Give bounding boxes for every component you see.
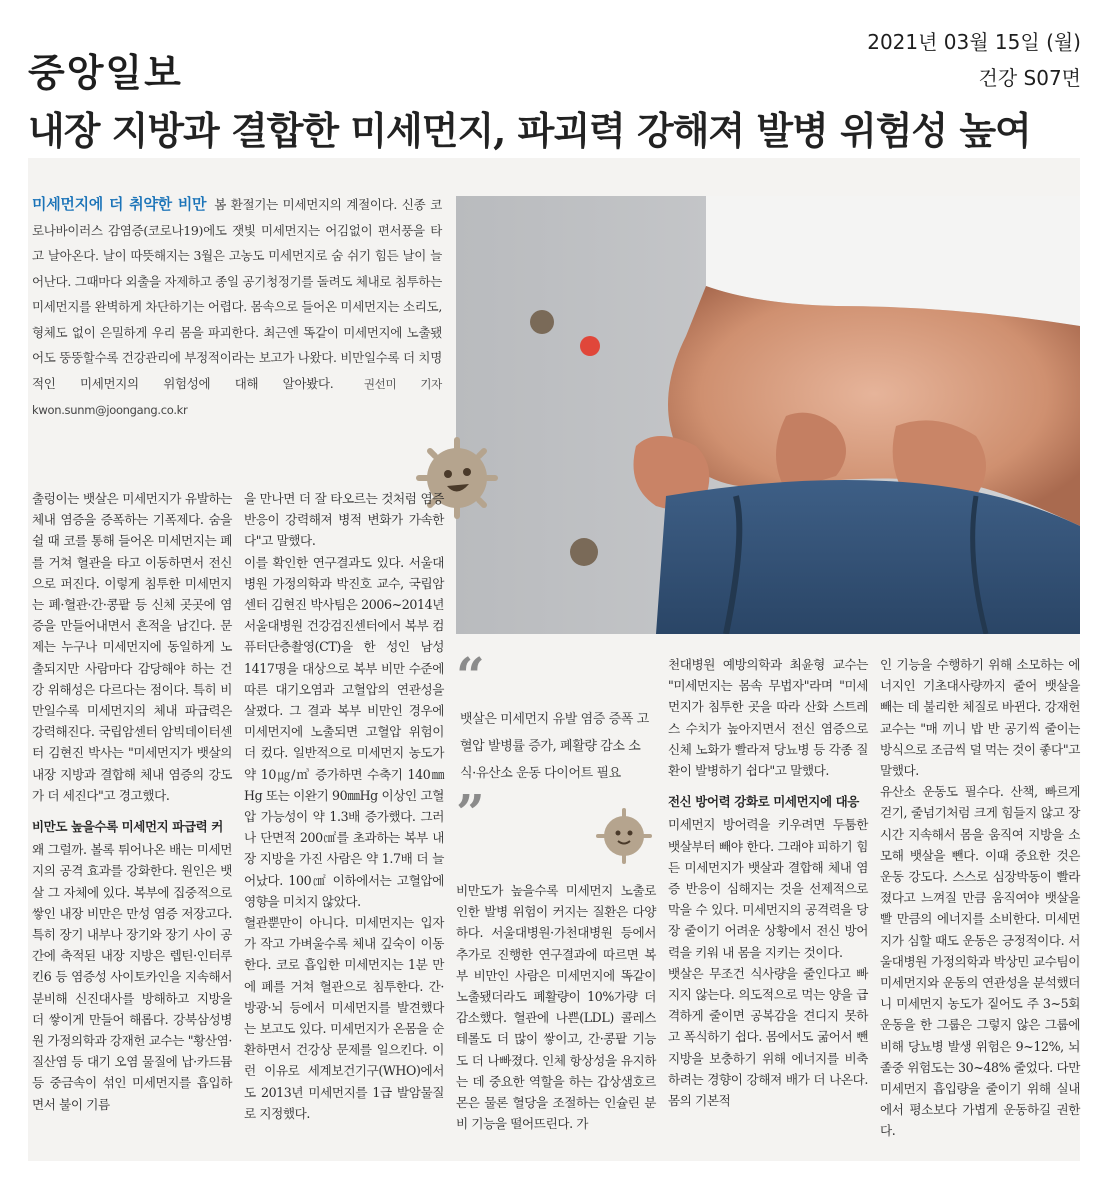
- column-1: [32, 488, 232, 1115]
- col4-paragraph-1: 천대병원 예방의학과 최윤형 교수는 "미세먼지는 몸속 무법자"라며 "미세먼지가 침투한 곳을 따라 산화 스트레스 수치가 높아지면서 전신 염증으로 신체 노화가 빨라져 당뇨병 등 각종 질환이 발병하기 쉽다"고 말했다.: [668, 657, 868, 779]
- col4-paragraph-3: 뱃살은 무조건 식사량을 줄인다고 빠지지 않는다. 의도적으로 먹는 양을 급격하게 줄이면 공복감을 견디지 못하고 폭식하기 쉽다. 몸에서도 굶어서 뺀 지방을 보충하기 위해 에너지를 비축하려는 경향이 강해져 배가 더 나온다. 몸의 기본적: [668, 965, 868, 1109]
- col5-paragraph-2: 유산소 운동도 필수다. 산책, 빠르게 걷기, 줄넘기처럼 크게 힘들지 않고 장시간 지속해서 몸을 움직여 지방을 소모해 뱃살을 뺀다. 이때 중요한 것은 운동 강도다. 스스로 심장박동이 빨라졌다고 느껴질 만큼 움직여야 뱃살을 빨 만큼의 에너지를 소비한다. 미세먼지가 심할 때도 운동은 긍정적이다. 서울대병원 가정의학과 박상민 교수팀이 미세먼지와 운동의 연관성을 분석했더니 미세먼지 농도가 짙어도 주 3~5회 운동을 한 그룹은 그렇지 않은 그룹에 비해 당뇨병 발생 위험은 9~12%, 뇌졸중 위험도는 30~48% 줄었다. 다만 미세먼지 흡입량을 줄이기 위해 실내에서 평소보다 가볍게 운동하길 권한다.: [880, 784, 1080, 1139]
- byline: 권선미 기자 kwon.sunm@joongang.co.kr: [32, 376, 442, 417]
- column-5: [880, 654, 1080, 1142]
- col2-paragraph-1: 을 만나면 더 잘 타오르는 것처럼 염증 반응이 강력해져 병적 변화가 가속한다"고 말했다.: [244, 491, 444, 549]
- col4-subheading: 전신 방어력 강화로 미세먼지에 대응: [668, 794, 859, 810]
- section-page: 건강 S07면: [978, 66, 1081, 90]
- lead-text: 봄 환절기는 미세먼지의 계절이다. 신종 코로나바이러스 감염증(코로나19)에도 잿빛 미세먼지는 어김없이 편서풍을 타고 날아온다. 날이 따뜻해지는 3월은 고농도 미세먼지로 숨 쉬기 힘든 날이 늘어난다. 그때마다 외출을 자제하고 종일 공기청정기를 돌려도 체내로 침투하는 미세먼지를 완벽하게 차단하기는 어렵다. 몸속으로 들어온 미세먼지는 소리도, 형체도 없이 은밀하게 우리 몸을 파괴한다. 최근엔 똑같이 미세먼지에 노출됐어도 뚱뚱할수록 건강관리에 부정적이라는 보고가 나왔다. 비만일수록 더 치명적인 미세먼지의 위험성에 대해 알아봤다.: [32, 197, 443, 391]
- lead-paragraph: [32, 192, 442, 424]
- pull-quote-text: 뱃살은 미세먼지 유발 염증 증폭 고혈압 발병률 증가, 폐활량 감소 소식·유산소 운동 다이어트 필요: [460, 712, 649, 781]
- column-3: [456, 880, 656, 1134]
- pull-quote: [456, 646, 652, 842]
- col4-paragraph-2: 미세먼지 방어력을 키우려면 두툼한 뱃살부터 빼야 한다. 그래야 피하기 힘든 미세먼지가 뱃살과 결합해 체내 염증 반응이 심해지는 것을 선제적으로 막을 수 있다. 미세먼지의 공격력을 당장 줄이기 어려운 상황에서 전신 방어력을 키워 내 몸을 지키는 것이다.: [668, 817, 868, 960]
- col5-paragraph-1: 인 기능을 수행하기 위해 소모하는 에너지인 기초대사량까지 줄어 뱃살을 빼는 데 불리한 체질로 바뀐다. 강재헌 교수는 "매 끼니 밥 반 공기씩 줄이는 방식으로 조금씩 덜 먹는 것이 좋다"고 말했다.: [880, 657, 1080, 779]
- col2-paragraph-3: 혈관뿐만이 아니다. 미세먼지는 입자가 작고 가벼울수록 체내 깊숙이 이동한다. 코로 흡입한 미세먼지는 1분 만에 폐를 거쳐 혈관으로 침투한다. 간·방광·뇌 등에서 미세먼지를 발견했다는 보고도 있다. 미세먼지가 온몸을 순환하면서 건강상 문제를 일으킨다. 이런 이유로 세계보건기구(WHO)에서도 2013년 미세먼지를 1급 발암물질로 지정했다.: [244, 915, 444, 1121]
- column-4: [668, 654, 868, 1111]
- close-quote-icon: ”: [456, 783, 485, 842]
- col3-paragraph-1: 비만도가 높을수록 미세먼지 노출로 인한 발병 위험이 커지는 질환은 다양하다. 서울대병원·가천대병원 등에서 추가로 진행한 연구결과에 따르면 복부 비만인 사람은 미세먼지에 똑같이 노출됐더라도 폐활량이 10%가량 더 감소했다. 혈관에 나쁜(LDL) 콜레스테롤도 더 많이 쌓이고, 간·콩팥 기능도 더 나빠졌다. 인체 항상성을 유지하는 데 중요한 역할을 하는 갑상샘호르몬은 물론 혈당을 조절하는 인슐린 분비 기능을 떨어뜨린다. 가: [456, 883, 656, 1132]
- publication-date: 2021년 03월 15일 (월): [867, 30, 1081, 54]
- belly-photo-illustration: [456, 196, 1080, 634]
- open-quote-icon: “: [456, 646, 485, 705]
- col2-paragraph-2: 이를 확인한 연구결과도 있다. 서울대병원 가정의학과 박진호 교수, 국립암센터 김현진 박사팀은 2006~2014년 서울대병원 건강검진센터에서 복부 컴퓨터단층촬영(CT)을 한 성인 남성 1417명을 대상으로 복부 비만 수준에 따른 대기오염과 고혈압의 연관성을 살폈다. 그 결과 복부 비만인 경우에 미세먼지에 노출되면 고혈압 위험이 더 컸다. 일반적으로 미세먼지 농도가 약 10㎍/㎥ 증가하면 수축기 140㎜Hg 또는 이완기 90㎜Hg 이상인 고혈압 가능성이 약 1.3배 증가했다. 그러나 단면적 200㎠를 초과하는 복부 내장 지방을 가진 사람은 약 1.7배 더 늘어났다. 100㎠ 이하에서는 고혈압에 영향을 미치지 않았다.: [244, 554, 444, 909]
- col1-subheading: 비만도 높을수록 미세먼지 파급력 커: [32, 819, 223, 835]
- lead-title: 미세먼지에 더 취약한 비만: [32, 195, 207, 213]
- headline: 내장 지방과 결합한 미세먼지, 파괴력 강해져 발병 위험성 높여: [28, 108, 1031, 153]
- col1-paragraph-1: 출렁이는 뱃살은 미세먼지가 유발하는 체내 염증을 증폭하는 기폭제다. 숨을 쉴 때 코를 통해 들어온 미세먼지는 폐를 거쳐 혈관을 타고 이동하면서 전신으로 퍼진다. 이렇게 침투한 미세먼지는 폐·혈관·간·콩팥 등 신체 곳곳에 염증을 만들어내면서 흔적을 남긴다. 문제는 누구나 미세먼지에 동일하게 노출되지만 사람마다 감당해야 하는 건강 위해성은 다르다는 점이다. 특히 비만일수록 미세먼지의 체내 파급력은 강력해진다. 국립암센터 암빅데이터센터 김현진 박사는 "미세먼지가 뱃살의 내장 지방과 결합해 체내 염증의 강도가 더 세진다"고 경고했다.: [32, 491, 232, 803]
- column-2: [244, 488, 444, 1124]
- newspaper-logo: 중앙일보: [28, 51, 183, 95]
- article-photo: [456, 196, 1080, 634]
- col1-paragraph-2: 왜 그럴까. 볼록 튀어나온 배는 미세먼지의 공격 효과를 강화한다. 원인은 뱃살 그 자체에 있다. 복부에 집중적으로 쌓인 내장 비만은 만성 염증 저장고다. 특히 장기 내부나 장기와 장기 사이 공간에 축적된 내장 지방은 렙틴·인터루킨6 등 염증성 사이토카인을 지속해서 분비해 신진대사를 방해하고 지방을 더 쌓이게 만들어 해롭다. 강북삼성병원 가정의학과 강재헌 교수는 "황산염·질산염 등 대기 오염 물질에 납·카드뮴 등 중금속이 섞인 미세먼지를 흡입하면서 불이 기름: [32, 842, 232, 1112]
